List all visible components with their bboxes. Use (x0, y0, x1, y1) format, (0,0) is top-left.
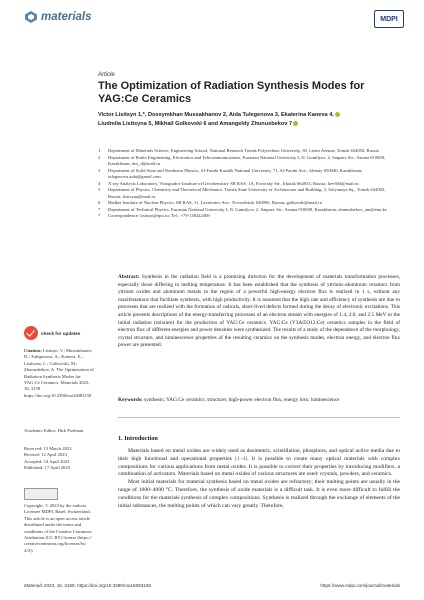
affiliation-item: 1 Department of Materials Science, Engineering School, National Research Tomsk Polytechnic University, 30, Lenin Avenue, Tomsk 634050, Russia (98, 148, 379, 153)
article-title: The Optimization of Radiation Synthesis Modes for YAG:Ce Ceramics (98, 80, 365, 105)
citation-box: Citation: Lisitsyn, V.; Mussakhanov, D.; Tulegenova, A.; Kaneva, E.; Lisitsyna, L.; Golkovski, M.; Zhunusbekov, A. The Optimization of Radiation Synthesis Modes for YAG:Ce Ceramics. Materials 2023, 16, 3158. https://doi.org/10.3390/ma16083158 (24, 348, 94, 398)
keywords-label: Keywords: (118, 397, 143, 403)
affiliation-item: 5 Department of Physics, Chemistry and Theoretical Mechanics, Tomsk State University of Architecture and Building, 2, Solyanaya Sq., Tomsk 634003, Russia; lisitsyna@mail.ru (98, 187, 386, 199)
authors-line-2: Liudmila Lisitsyna 5, Mikhail Golkovski 6 and Amangeldy Zhunusbekov 7 (98, 120, 398, 129)
abstract-text: Synthesis in the radiation field is a promising direction for the development of materials transformation processes, especially those differing in melting temperature. It has been established that the synthesis of yttrium–aluminum ceramics from yttrium oxides and aluminum metals in the region of a powerful high-energy electron flux is realized in 1 s, without any manifestations that facilitate synthesis, with high productivity. It is assumed that the high rate and efficiency of synthesis are due to processes that are realized with the formation of radicals, short-lived defects formed during the decay of electronic excitations. This article presents descriptions of the energy-transferring processes of an electron stream with energies of 1.4, 2.0, and 2.5 MeV to the initial radiation (mixture) for the production of YAG:Ce ceramics. YAG:Ce (Y3Al5O12:Ce) ceramics samples in the field of electron flux of different energies and power densities were synthesized. The results of a study of the dependence of the morphology, crystal structure, and luminescence properties of the resulting ceramics on the synthesis modes, electron energy, and electron flux power are presented. (118, 274, 400, 349)
keywords-text: synthesis; YAG:Ce ceramics; structure; high-power electron flux; energy loss; luminescence (144, 397, 340, 403)
abstract (118, 274, 400, 350)
footer-citation: Materials 2023, 16, 3158. https://doi.org/10.3390/ma16083158 (24, 583, 151, 588)
check-updates-label: check for updates (41, 330, 81, 336)
journal-brand[interactable] (24, 10, 92, 24)
intro-body (118, 448, 400, 510)
affiliation-item: 3 Department of Solid State and Nonlinear Physics, Al-Farabi Kazakh National University, 71, Al-Farabi Ave., Almaty 050040, Kazakhstan; tulegenova.aida@gmail.com (98, 167, 363, 179)
journal-url[interactable]: https://www.mdpi.com/journal/materials (320, 583, 400, 588)
section-heading: 1. Introduction (118, 435, 158, 442)
paragraph: Materials based on metal oxides are widely used as dosimetric, scintillation, phosphors, and optical active media due to their high functional and operational properties [1–4]. It is possible to create many optical materials with complex compositions for various applications from metal oxides. It is possible to correct their properties by introducing modifiers, a combination of activators. Materials based on metal oxides of various structures are used: crystals, powders, and ceramics. (118, 448, 400, 478)
check-for-updates[interactable] (24, 326, 80, 340)
journal-name: materials (41, 11, 92, 23)
divider (118, 417, 400, 418)
materials-logo-icon (24, 10, 38, 24)
orcid-icon[interactable] (335, 112, 340, 117)
affiliation-item: 6 Budker Institute of Nuclear Physics, SB RAS, 11, Lavrentiev Ave., Novosibirsk 630090, Russia; golkovski@mail.ru (98, 200, 322, 205)
correspondence: * Correspondence: lisitsyn@tpu.ru; Tel.: +79-138242469 (98, 213, 210, 218)
citation-link[interactable]: [1–4] (235, 455, 248, 462)
affiliation-item: 4 X-ray Analysis Laboratory, Vinogradov Institute of Geochemistry SB RAS, 1A, Favorsky Str., Irkutsk 664033, Russia; kev604@mail.ru (98, 180, 359, 186)
dates: Received: 13 March 2023 Revised: 12 April 2023 Accepted: 14 April 2023 Published: 17 April 2023 (24, 446, 72, 471)
authors-line-1: Victor Lisitsyn 1,*, Dossymkhan Mussakhanov 2, Aida Tulegenova 3, Ekaterina Kaneva 4, (98, 111, 398, 120)
keywords (118, 397, 400, 405)
affiliation-item: 7 Department of Technical Physics, Eurasian National University L.N. Gumilyov, 2, Satpaev Str., Astana 010008, Kazakhstan; zhunusbekov_am@enu.kz (98, 206, 387, 212)
paragraph: Most initial materials for material synthesis based on metal oxides are refractory; their melting points are usually in the range of 1000–4000 °C. Therefore, the synthesis of oxide materials is a difficult task. It is even more difficult to fulfill the conditions for the materials synthesis of complex compositions. Synthesis is realized through the exchange of elements of the initial substances, the melting points of which can vary greatly. Therefore, (118, 479, 400, 509)
mdpi-logo[interactable]: MDPI (374, 10, 404, 28)
check-updates-icon (24, 326, 38, 340)
author-list (98, 111, 398, 129)
cc-by-icon[interactable] (24, 488, 58, 500)
license-box: Copyright: © 2023 by the authors. Licensee MDPI, Basel, Switzerland. This article is an open access article distributed under the terms and conditions of the Creative Commons Attribution (CC BY) license (https:// creativecommons.org/licenses/by/ 4.0/). (24, 486, 94, 554)
header (24, 8, 404, 30)
affiliations (98, 148, 398, 220)
article-type: Article (98, 72, 115, 78)
orcid-icon[interactable] (293, 121, 298, 126)
affiliation-item: 2 Department of Radio Engineering, Electronics and Telecommunications, Eurasian National University L.N. Gumilyov, 2, Satpaev Str., Astana 010008, Kazakhstan; dos_d@mail.ru (98, 154, 386, 166)
abstract-label: Abstract: (118, 274, 140, 280)
academic-editor: Academic Editor: Dirk Poelman (24, 428, 84, 433)
